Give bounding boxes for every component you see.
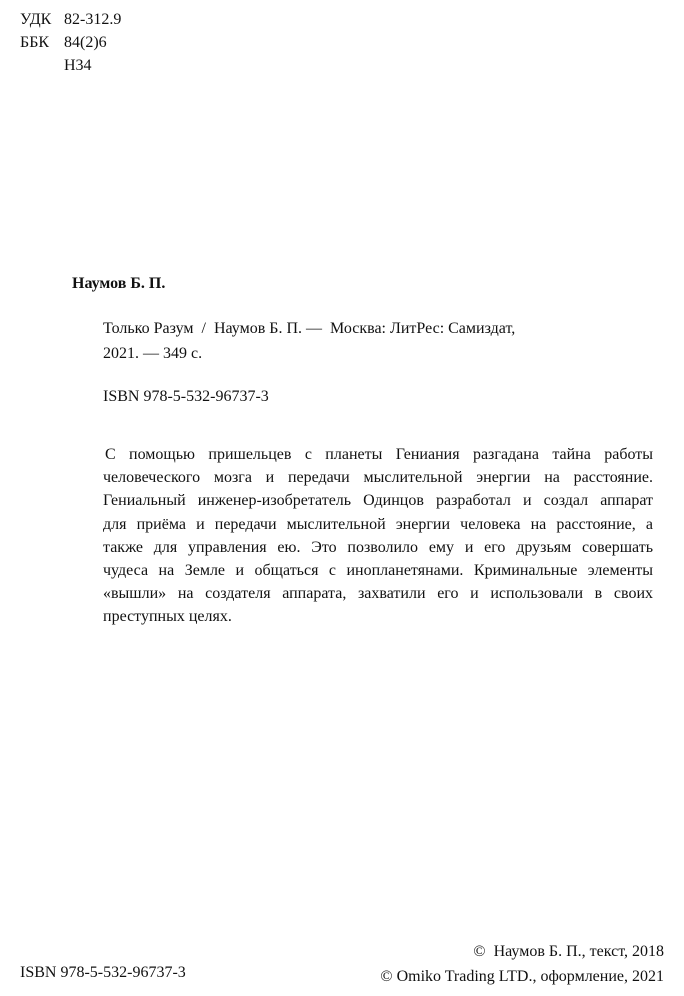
copyright-block (380, 939, 664, 989)
annotation-line: «вышли» на создателя аппарата, захватили его и использовали в своих (103, 585, 653, 603)
biblio-line-1: Только Разум / Наумов Б. П. — Москва: ЛитРес: Самиздат, (103, 320, 516, 337)
bbk-label: ББК (20, 34, 50, 51)
copyright-text: © Наумов Б. П., текст, 2018 (473, 943, 664, 960)
copyright-design: © Omiko Trading LTD., оформление, 2021 (380, 968, 664, 985)
isbn: ISBN 978-5-532-96737-3 (103, 388, 269, 405)
annotation-line: также для управления ею. Это позволило ему и его друзьям совершать (103, 538, 653, 556)
annotation (103, 443, 653, 629)
annotation-line: Гениальный инженер-изобретатель Одинцов разработал и создал аппарат (103, 492, 653, 510)
annotation-line: преступных целях. (103, 608, 232, 626)
annotation-line: для приёма и передачи мыслительной энергии человека на расстояние, а (103, 515, 653, 533)
udk-label: УДК (20, 11, 52, 28)
author-heading: Наумов Б. П. (72, 275, 166, 292)
classification-block (20, 8, 121, 77)
author-mark: Н34 (64, 57, 92, 74)
annotation-line: человеческого мозга и передачи мыслительной энергии на расстояние. (103, 469, 653, 487)
bbk-value: 84(2)6 (64, 34, 107, 51)
annotation-line: С помощью пришельцев с планеты Гениания разгадана тайна работы (105, 446, 653, 463)
bibliographic-description (103, 316, 643, 366)
udk-row (20, 8, 121, 31)
annotation-line: чудеса на Земле и общаться с инопланетянами. Криминальные элементы (103, 562, 653, 580)
udk-value: 82-312.9 (64, 11, 122, 28)
author-mark-row (20, 54, 121, 77)
bbk-row (20, 31, 121, 54)
biblio-line-2: 2021. — 349 с. (103, 345, 203, 362)
footer-isbn: ISBN 978-5-532-96737-3 (20, 964, 186, 981)
